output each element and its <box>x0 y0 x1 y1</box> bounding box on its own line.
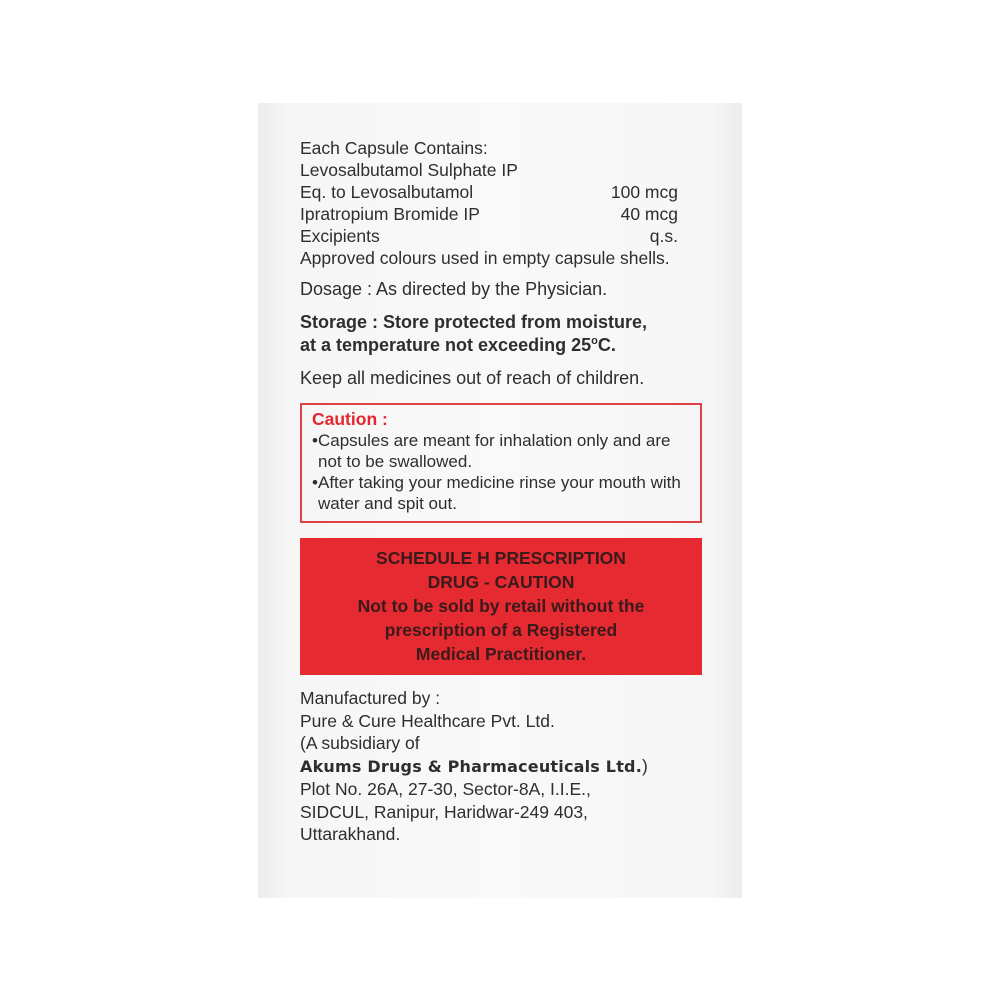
schedule-line-3: Not to be sold by retail without the <box>357 596 645 616</box>
bullet-icon: • <box>312 431 318 450</box>
manufacturer-company: Pure & Cure Healthcare Pvt. Ltd. <box>300 710 555 731</box>
composition-row <box>300 225 702 247</box>
caution-bullet <box>312 430 692 472</box>
degree-symbol: o <box>591 335 598 347</box>
bullet-icon: • <box>312 473 318 492</box>
composition-section <box>300 137 702 269</box>
keep-away-warning: Keep all medicines out of reach of children. <box>300 368 645 388</box>
parent-suffix: ) <box>641 755 648 776</box>
caution-title: Caution : <box>312 409 388 429</box>
schedule-h-warning-box <box>300 538 702 675</box>
caution-box <box>300 403 702 523</box>
ingredient-name: Levosalbutamol Sulphate IP <box>300 160 518 180</box>
caution-bullet-text: After taking your medicine rinse your mouth with water and spit out. <box>318 473 681 513</box>
storage-temperature: at a temperature not exceeding 25 <box>300 335 592 355</box>
composition-header: Each Capsule Contains: <box>300 138 488 158</box>
schedule-line-2: DRUG - CAUTION <box>427 572 575 592</box>
composition-row-amount: 40 mcg <box>620 204 678 224</box>
storage-line-2 <box>300 334 702 357</box>
schedule-line-4: prescription of a Registered <box>384 620 618 640</box>
composition-row-amount: q.s. <box>649 226 678 246</box>
storage-instructions <box>300 311 702 357</box>
composition-row-name: Excipients <box>300 226 380 246</box>
subsidiary-prefix: (A subsidiary of <box>300 733 420 753</box>
label-content <box>300 137 702 846</box>
manufacturer-label: Manufactured by : <box>300 688 441 708</box>
temperature-unit: C. <box>597 335 616 355</box>
caution-bullet-text: Capsules are meant for inhalation only and are not to be swallowed. <box>318 431 671 471</box>
parent-company-line <box>300 755 702 779</box>
address-line-3: Uttarakhand. <box>300 824 401 844</box>
address-line-2: SIDCUL, Ranipur, Haridwar-249 403, <box>300 801 588 822</box>
parent-company-logo-text: Akums Drugs & Pharmaceuticals Ltd. <box>300 756 642 776</box>
composition-row-name: Eq. to Levosalbutamol <box>300 182 474 202</box>
composition-row-name: Ipratropium Bromide IP <box>300 204 480 224</box>
dosage-text: Dosage : As directed by the Physician. <box>300 279 608 299</box>
composition-row <box>300 203 702 225</box>
composition-row-amount: 100 mcg <box>610 182 678 202</box>
manufacturer-section <box>300 687 702 846</box>
schedule-line-5: Medical Practitioner. <box>415 644 587 664</box>
colours-note: Approved colours used in empty capsule shells. <box>300 248 670 268</box>
address-line-1: Plot No. 26A, 27-30, Sector-8A, I.I.E., <box>300 779 591 799</box>
composition-row <box>300 181 702 203</box>
storage-line-1: Storage : Store protected from moisture, <box>300 312 648 332</box>
caution-bullet <box>312 472 692 514</box>
schedule-line-1: SCHEDULE H PRESCRIPTION <box>376 548 626 568</box>
